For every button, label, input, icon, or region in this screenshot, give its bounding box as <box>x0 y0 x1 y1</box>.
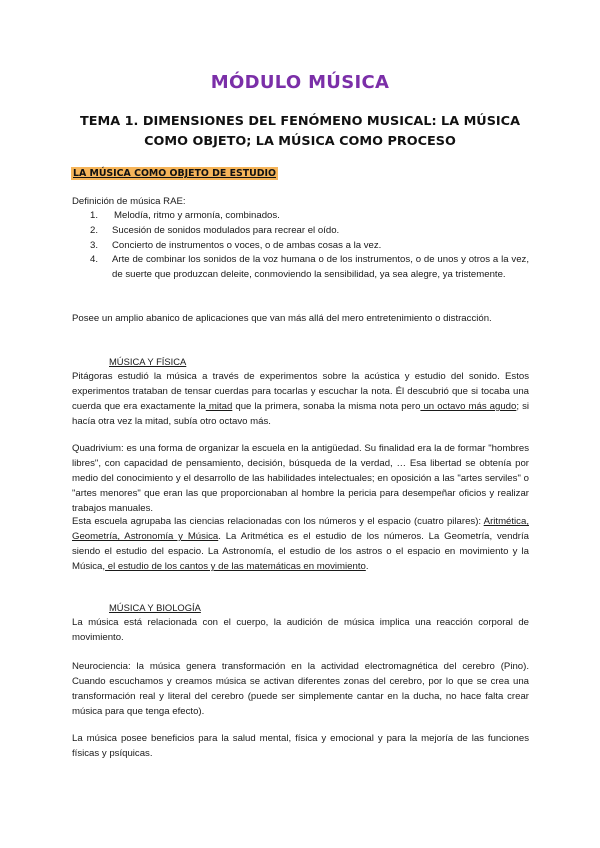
list-text: Sucesión de sonidos modulados para recrear el oído. <box>112 224 340 236</box>
list-text: Melodía, ritmo y armonía, combinados. <box>114 210 280 221</box>
pillars-paragraph <box>72 514 529 574</box>
text-run: que la primera, sonaba la misma nota pero <box>232 401 421 412</box>
pythagoras-paragraph <box>72 369 529 429</box>
list-text: Arte de combinar los sonidos de la voz humana o de los instrumentos, o de unos y otros a la vez, de suerte que produzcan deleite, conmoviendo la sensibilidad, ya sea alegre, ya tristemente. <box>112 254 529 281</box>
list-item <box>72 224 529 239</box>
quadrivium-paragraph: Quadrivium: es una forma de organizar la escuela en la antigüedad. Su finalidad era la de formar "hombres libres", con capacidad de pensamiento, decisión, búsqueda de la verdad, … Esa libertad se obtenía por medio del conocimiento y el desarrollo de las habilidades intelectuales; en oposición a las "artes serviles" o "artes menores" que eran las que proporcionaban al hombre la pericia para desempeñar oficios y realizar trabajos manuales. <box>72 443 529 514</box>
underlined-text: mitad <box>205 401 233 412</box>
benefits-paragraph: La música posee beneficios para la salud mental, física y emocional y para la mejoría de las funciones físicas y psíquicas. <box>72 733 529 759</box>
text-run: Pitágoras estudió la música a través de experimentos sobre la acústica y estudio del sonido. Estos experimentos trataban de tensar cuerdas para tocarlas y escuchar la nota. Él descubrió que si tocaba una cuerda que era exactamente la <box>72 371 529 412</box>
underlined-text: un octavo más agudo <box>420 401 517 412</box>
body-paragraph: La música está relacionada con el cuerpo, la audición de música implica una reacción corporal de movimiento. <box>72 617 529 643</box>
applications-paragraph: Posee un amplio abanico de aplicaciones que van más allá del mero entretenimiento o distracción. <box>72 313 492 324</box>
definition-intro: Definición de música RAE: <box>72 196 186 207</box>
text-run: . <box>365 561 369 572</box>
underlined-text: Aritmética, Geometría, Astronomía y Música <box>72 516 529 542</box>
list-number: 4. <box>90 254 99 266</box>
underlined-text: el estudio de los cantos y de las matemáticas en movimiento <box>105 561 366 572</box>
list-item <box>72 209 529 224</box>
module-title: MÓDULO MÚSICA <box>210 72 390 93</box>
list-number: 2. <box>90 224 99 236</box>
list-item <box>72 239 529 254</box>
list-number: 1. <box>90 210 99 221</box>
neuroscience-paragraph: Neurociencia: la música genera transformación en la actividad electromagnética del cerebro (Pino). Cuando escuchamos y creamos música se activan diferentes zonas del cerebro, por lo que se crea una transformación real y literal del cerebro (puede ser simplemente cantar en la ducha, no hace falta crear música para que tenga efecto). <box>72 661 529 717</box>
list-text: Concierto de instrumentos o voces, o de ambas cosas a la vez. <box>112 239 382 251</box>
biology-heading: MÚSICA Y BIOLOGÍA <box>109 602 201 613</box>
text-run: ; si hacía otra vez la mitad, subía otro octavo más. <box>72 401 530 427</box>
text-run: Esta escuela agrupaba las ciencias relacionadas con los números y el espacio (cuatro pilares): <box>72 516 484 527</box>
text-run: . La Aritmética es el estudio de los números. La Geometría, vendría siendo el estudio del espacio. La Astronomía, el estudio de los astros o el espacio en movimiento y la Música, <box>72 531 529 572</box>
topic-title: TEMA 1. DIMENSIONES DEL FENÓMENO MUSICAL: LA MÚSICA COMO OBJETO; LA MÚSICA COMO PROCESO <box>80 114 520 149</box>
list-number: 3. <box>90 239 99 251</box>
list-item <box>72 253 529 283</box>
section-heading: LA MÚSICA COMO OBJETO DE ESTUDIO <box>73 168 276 179</box>
definition-list <box>72 209 529 283</box>
physics-heading: MÚSICA Y FÍSICA <box>109 356 187 367</box>
